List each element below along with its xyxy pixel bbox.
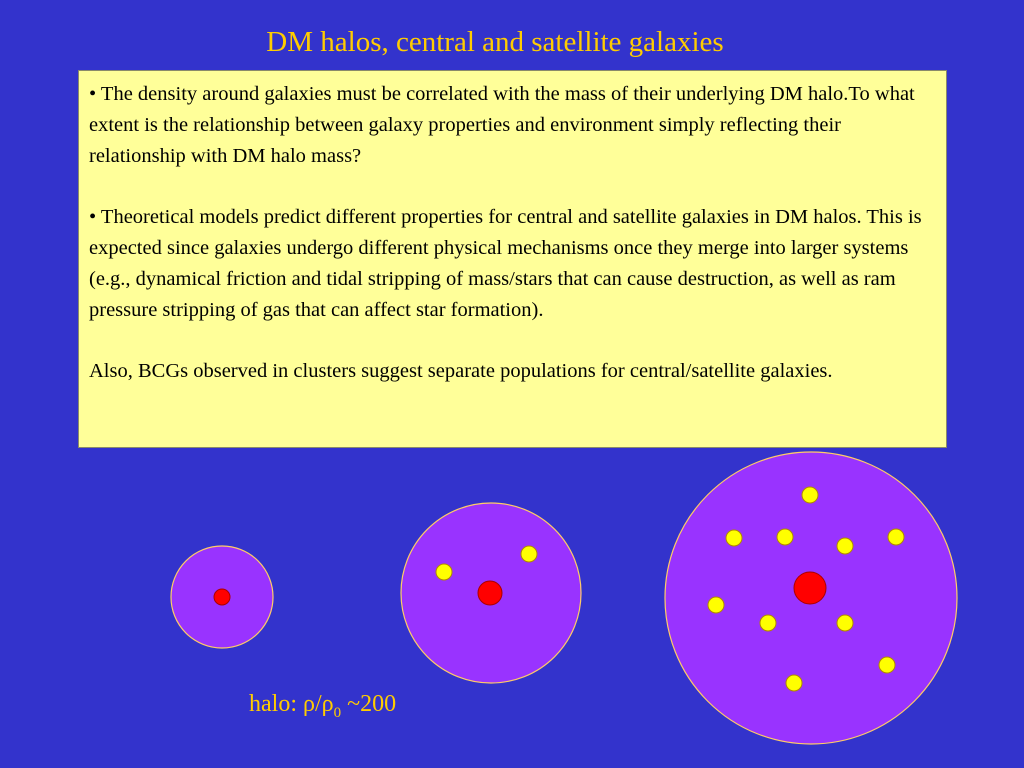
satellite-galaxy bbox=[802, 487, 818, 503]
satellite-galaxy bbox=[888, 529, 904, 545]
paragraph-bcgs: Also, BCGs observed in clusters suggest separate populations for central/satellite galaxies. bbox=[89, 360, 833, 383]
satellite-galaxy bbox=[726, 530, 742, 546]
halo-large bbox=[665, 452, 957, 744]
satellite-galaxy bbox=[837, 615, 853, 631]
caption-suffix: ~200 bbox=[341, 691, 397, 717]
satellite-galaxy bbox=[436, 564, 452, 580]
satellite-galaxy bbox=[521, 546, 537, 562]
satellite-galaxy bbox=[786, 675, 802, 691]
satellite-galaxy bbox=[777, 529, 793, 545]
central-galaxy bbox=[794, 572, 826, 604]
paragraph-theoretical-models: • Theoretical models predict different properties for central and satellite galaxies in DM halos. This is expected since galaxies undergo different physical mechanisms once they merge into larger systems (e.g., dynamical friction and tidal stripping of mass/stars that can cause destruction, as well as ram pressure stripping of gas that can affect star formation). bbox=[89, 206, 922, 321]
halo-density-caption bbox=[249, 691, 396, 722]
satellite-galaxy bbox=[837, 538, 853, 554]
caption-subscript: 0 bbox=[333, 704, 342, 721]
satellite-galaxy bbox=[760, 615, 776, 631]
halo-small bbox=[171, 546, 273, 648]
caption-prefix: halo: ρ/ρ bbox=[249, 691, 334, 717]
halo-medium bbox=[401, 503, 581, 683]
satellite-galaxy bbox=[879, 657, 895, 673]
central-galaxy bbox=[478, 581, 502, 605]
slide-title: DM halos, central and satellite galaxies bbox=[266, 26, 724, 58]
central-galaxy bbox=[214, 589, 230, 605]
paragraph-halo-density: • The density around galaxies must be correlated with the mass of their underlying DM halo.To what extent is the relationship between galaxy properties and environment simply reflecting their relationship with DM halo mass? bbox=[89, 83, 915, 167]
satellite-galaxy bbox=[708, 597, 724, 613]
